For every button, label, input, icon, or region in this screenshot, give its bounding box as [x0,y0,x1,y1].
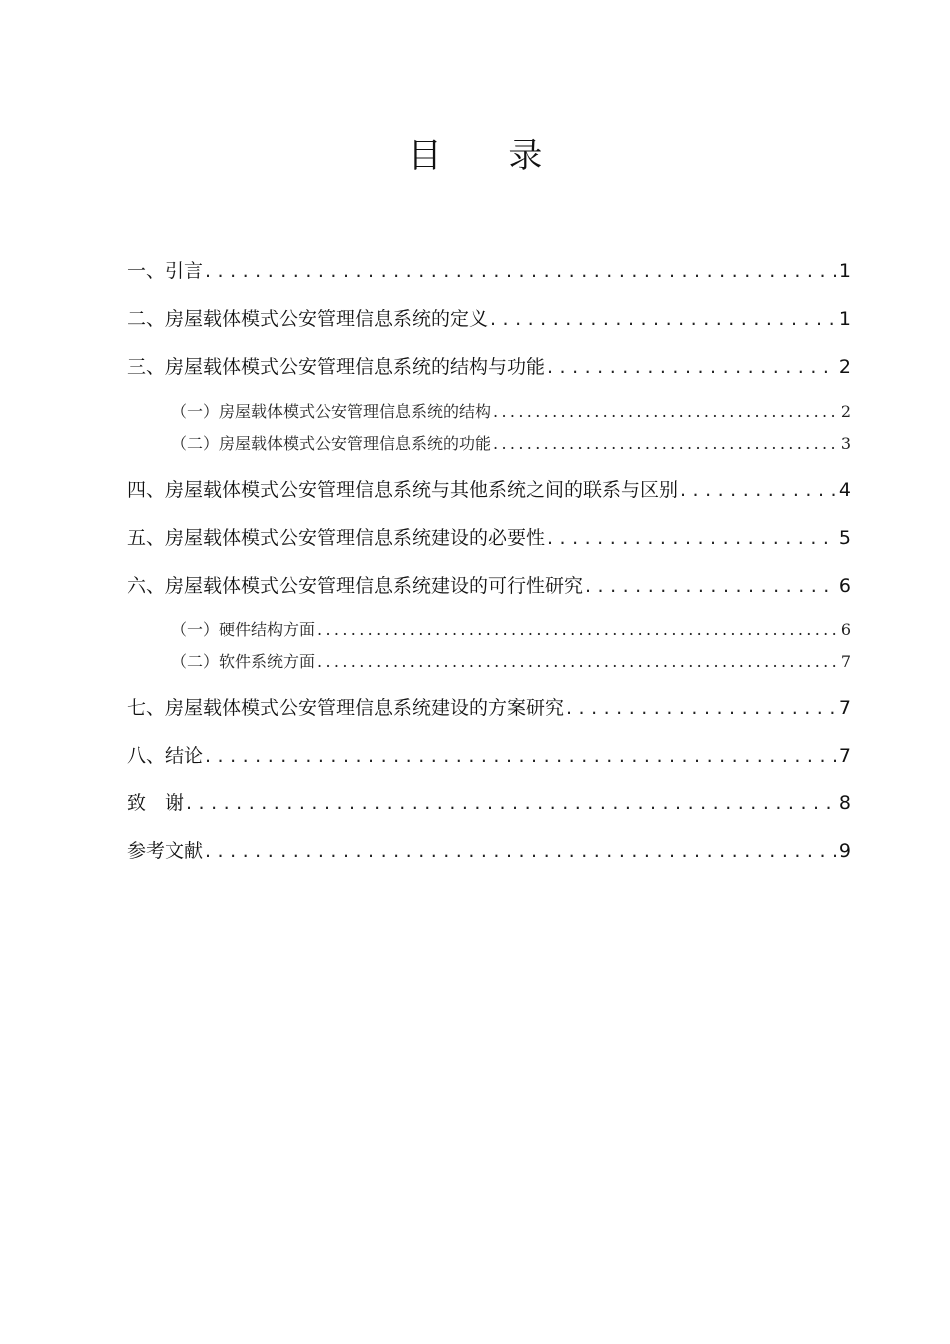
toc-entry-label: 三、房屋载体模式公安管理信息系统的结构与功能 [127,356,546,378]
toc-entry[interactable] [127,258,851,284]
toc-entry-page: 4 [838,479,851,501]
dot-leader [186,790,836,816]
toc-entry-page: 7 [838,697,851,719]
toc-entry-page: 2 [840,402,851,421]
toc-entry-page: 7 [838,745,851,767]
toc-subentry[interactable] [127,651,851,673]
dot-leader [205,743,836,769]
toc-subentry[interactable] [127,433,851,455]
toc-entry-label: 致 谢 [127,792,185,814]
toc-entry-label: 参考文献 [127,840,204,862]
toc-entry-page: 7 [840,652,851,671]
toc-entry-label: 七、房屋载体模式公安管理信息系统建设的方案研究 [127,697,565,719]
toc-entry-label: 八、结论 [127,745,204,767]
toc-entry-label: （二）软件系统方面 [171,652,316,671]
toc-entry-page: 2 [838,356,851,378]
dot-leader [680,477,836,503]
dot-leader [317,651,838,673]
dot-leader [566,695,836,721]
dot-leader [547,354,836,380]
toc-subentry[interactable] [127,401,851,423]
toc-entry[interactable] [127,790,851,816]
toc-entry[interactable] [127,695,851,721]
toc-entry-label: 二、房屋载体模式公安管理信息系统的定义 [127,308,489,330]
dot-leader [205,258,836,284]
toc-entry-label: （一）房屋载体模式公安管理信息系统的结构 [171,402,492,421]
toc-entry[interactable] [127,525,851,551]
dot-leader [205,838,836,864]
toc-entry[interactable] [127,477,851,503]
toc-entry[interactable] [127,838,851,864]
toc-entry-label: 四、房屋载体模式公安管理信息系统与其他系统之间的联系与区别 [127,479,679,501]
toc-entry-page: 1 [838,308,851,330]
toc-entry-label: （一）硬件结构方面 [171,620,316,639]
toc-entry[interactable] [127,743,851,769]
dot-leader [490,306,836,332]
dot-leader [585,573,836,599]
toc-entry[interactable] [127,306,851,332]
dot-leader [493,401,838,423]
dot-leader [317,619,838,641]
toc-entry-label: 六、房屋载体模式公安管理信息系统建设的可行性研究 [127,575,584,597]
toc-entry[interactable] [127,354,851,380]
toc-entry-page: 5 [838,527,851,549]
toc-entry-page: 9 [838,840,851,862]
toc-entry[interactable] [127,573,851,599]
toc-entry-page: 1 [838,260,851,282]
toc-entry-label: 五、房屋载体模式公安管理信息系统建设的必要性 [127,527,546,549]
toc-entry-page: 8 [838,792,851,814]
toc-entry-page: 3 [840,434,851,453]
toc-entry-label: 一、引言 [127,260,204,282]
dot-leader [547,525,836,551]
toc-entry-label: （二）房屋载体模式公安管理信息系统的功能 [171,434,492,453]
dot-leader [493,433,838,455]
toc-entry-page: 6 [838,575,851,597]
page-title: 目 录 [407,136,571,176]
toc-subentry[interactable] [127,619,851,641]
toc-entry-page: 6 [840,620,851,639]
